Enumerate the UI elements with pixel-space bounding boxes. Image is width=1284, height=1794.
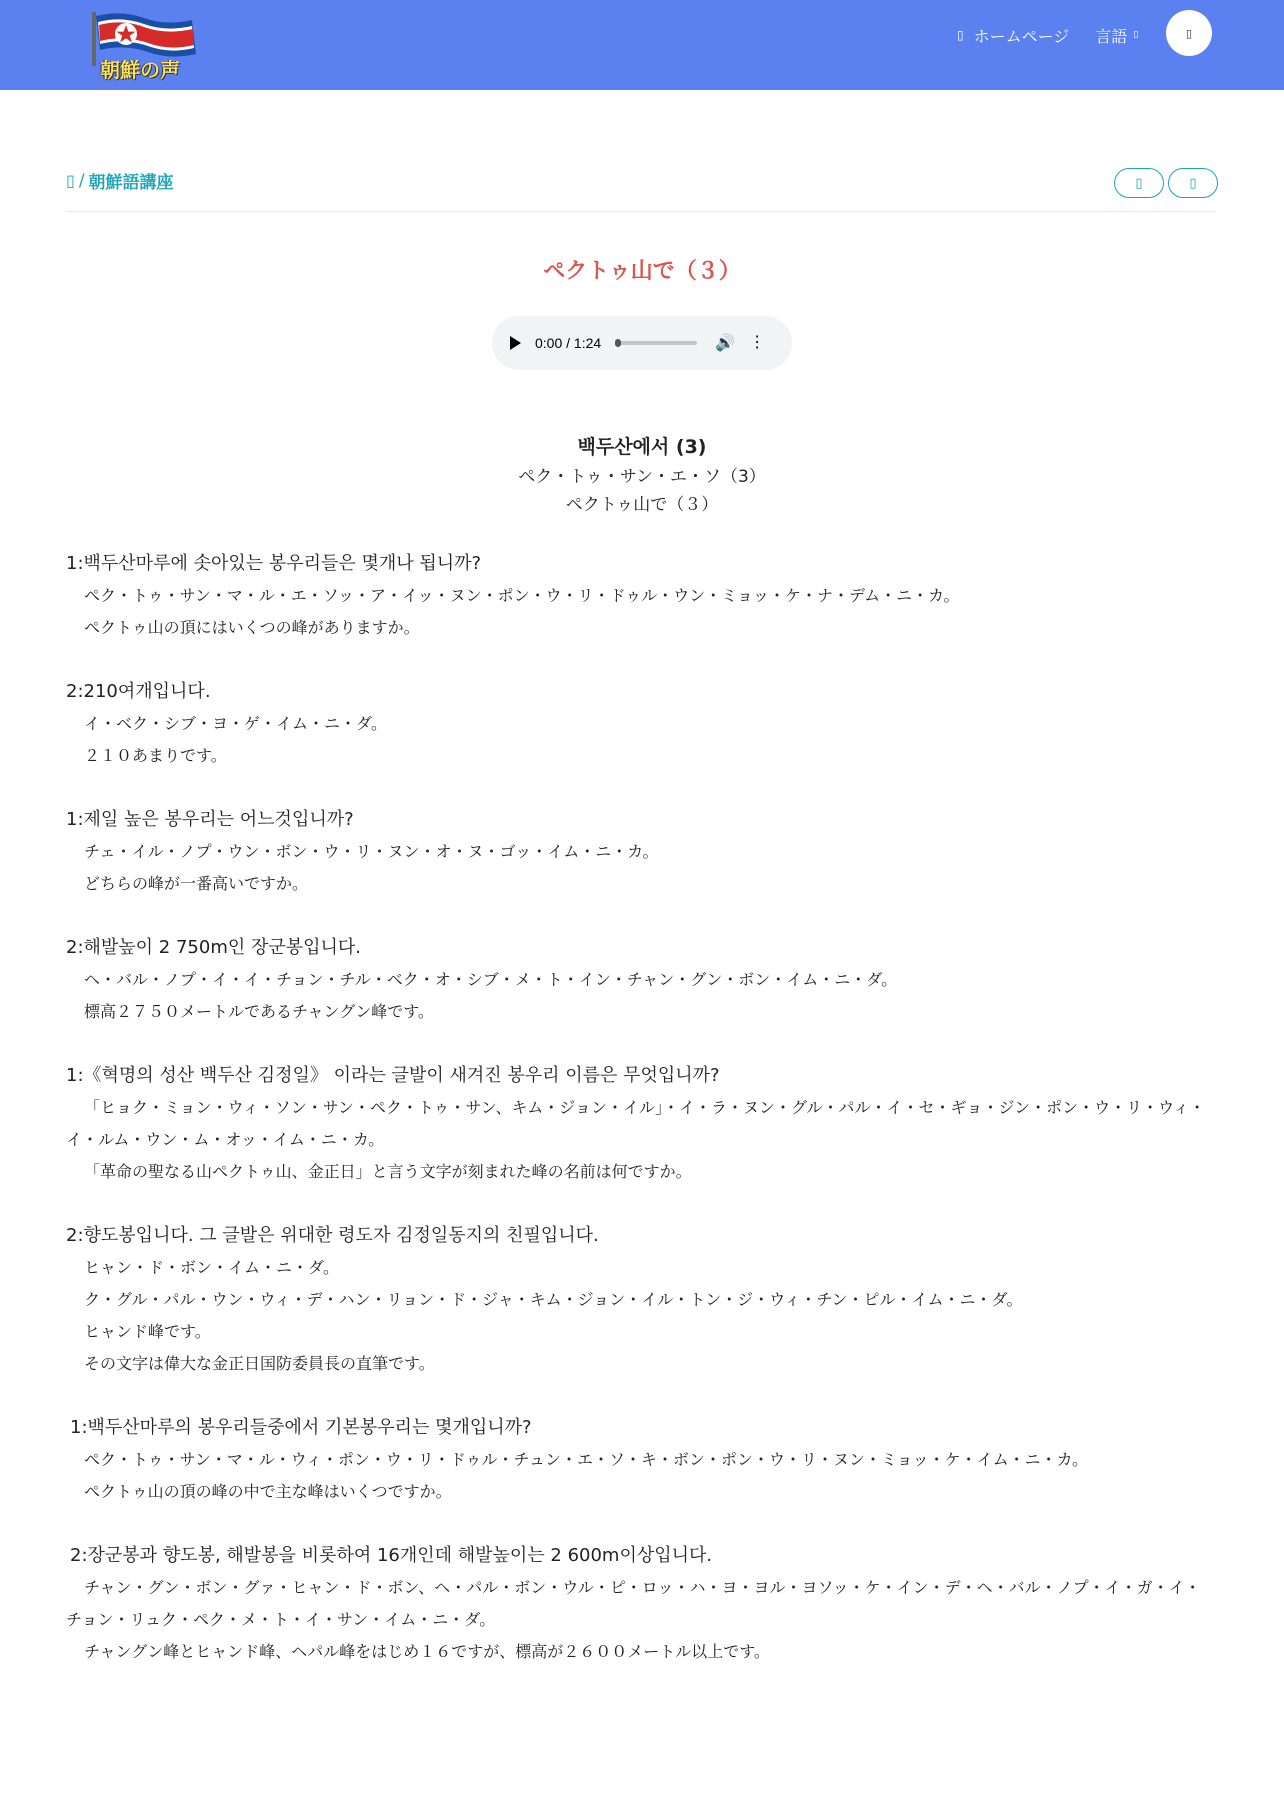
more-options-icon[interactable]: ⋮ [749, 334, 766, 351]
article-title: ペクトゥ山で（３） [543, 259, 741, 284]
translation-line: チャングン峰とヒャンド峰、ヘパル峰をはじめ１６ですが、標高が２６００メートル以上です。 [84, 1642, 770, 1661]
dialog-entry [66, 1060, 1216, 1188]
dialog-entry [66, 676, 1216, 772]
site-logo[interactable] [92, 10, 212, 82]
dialog-entry [66, 1220, 1216, 1380]
reading-line: ペク・トゥ・サン・マ・ル・エ・ソッ・ア・イッ・ヌン・ポン・ウ・リ・ドゥル・ウン・ミョッ・ケ・ナ・デム・ニ・カ。 [84, 586, 960, 605]
reading-line: チャン・グン・ボン・グァ・ヒャン・ド・ボン、ヘ・パル・ボン・ウル・ピ・ロッ・ハ・ヨ・ヨル・ヨソッ・ケ・イン・デ・ヘ・バル・ノプ・イ・ガ・イ・チョン・リュク・ペク・メ・ト・イ・サン・イム・ニ・ダ。 [66, 1578, 1201, 1629]
translation-line: ヒャンド峰です。 [84, 1322, 211, 1341]
home-icon[interactable]: ▯ [66, 171, 75, 190]
audio-player[interactable] [492, 316, 792, 370]
play-icon[interactable] [510, 336, 521, 350]
subheading-korean: 백두산에서 (3) [577, 436, 707, 458]
dialog-entry [66, 1412, 1216, 1508]
lesson-content [66, 548, 1216, 1700]
reading-line: ヒャン・ド・ボン・イム・ニ・ダ。 [84, 1258, 340, 1277]
korean-line: 2:장군봉과 향도봉, 해발봉을 비롯하여 16개인데 해발높이는 2 600m이상입니다. [70, 1545, 713, 1566]
reading-line: イ・ベク・シブ・ヨ・ゲ・イム・ニ・ダ。 [84, 714, 388, 733]
reading-line: ペク・トゥ・サン・マ・ル・ウィ・ポン・ウ・リ・ドゥル・チュン・エ・ソ・キ・ボン・ポン・ウ・リ・ヌン・ミョッ・ケ・イム・ニ・カ。 [84, 1450, 1089, 1469]
volume-icon[interactable]: 🔊 [715, 335, 736, 352]
audio-time: 0:00 / 1:24 [535, 335, 602, 351]
next-article-button[interactable] [1168, 168, 1218, 198]
translation-line: ペクトゥ山の頂にはいくつの峰がありますか。 [84, 618, 420, 637]
translation-line: その文字は偉大な金正日国防委員長の直筆です。 [84, 1354, 435, 1373]
translation-line: 標高２７５０メートルであるチャングン峰です。 [84, 1002, 434, 1021]
korean-line: 1:백두산마루의 봉우리들중에서 기본봉우리는 몇개입니까? [70, 1417, 532, 1438]
breadcrumb-separator: / [78, 170, 85, 191]
nav-links [957, 22, 1138, 48]
home-link[interactable]: ホームページ [973, 26, 1070, 46]
translation-line: ２１０あまりです。 [84, 746, 227, 765]
translation-line: 「革命の聖なる山ペクトゥ山、金正日」と言う文字が刻まれた峰の名前は何ですか。 [84, 1162, 692, 1181]
translation-line: ペクトゥ山の頂の峰の中で主な峰はいくつですか。 [84, 1482, 452, 1501]
korean-line: 2:해발높이 2 750m인 장군봉입니다. [66, 937, 362, 958]
reading-line: ヘ・バル・ノプ・イ・イ・チョン・チル・ベク・オ・シブ・メ・ト・イン・チャン・グン・ボン・イム・ニ・ダ。 [84, 970, 898, 989]
search-icon: ▯ [1185, 26, 1193, 40]
top-navbar [0, 0, 1284, 90]
language-menu[interactable]: 言語 [1095, 26, 1128, 46]
breadcrumb [66, 168, 174, 193]
home-icon: ▯ [957, 28, 964, 42]
chevron-left-icon: ▯ [1135, 175, 1143, 191]
prev-article-button[interactable] [1114, 168, 1164, 198]
subheading-reading: ペク・トゥ・サン・エ・ソ（3） [518, 467, 766, 487]
reading-line: ク・グル・パル・ウン・ウィ・デ・ハン・リョン・ド・ジャ・キム・ジョン・イル・トン・ジ・ウィ・チン・ピル・イム・ニ・ダ。 [84, 1290, 1023, 1309]
audio-progress-slider[interactable] [615, 341, 697, 345]
dialog-entry [66, 932, 1216, 1028]
korean-line: 1:《혁명의 성산 백두산 김정일》 이라는 글발이 새겨진 봉우리 이름은 무엇입니까? [66, 1065, 720, 1086]
dialog-entry [66, 548, 1216, 644]
korean-line: 1:제일 높은 봉우리는 어느것입니까? [66, 809, 354, 830]
korean-line: 2:210여개입니다. [66, 681, 211, 702]
subheading-japanese: ペクトゥ山で（３） [565, 495, 719, 515]
divider [66, 211, 1216, 212]
chevron-right-icon: ▯ [1189, 175, 1197, 191]
reading-line: 「ヒョク・ミョン・ウィ・ソン・サン・ペク・トゥ・サン、キム・ジョン・イル」・イ・ラ・ヌン・グル・パル・イ・セ・ギョ・ジン・ポン・ウ・リ・ウィ・イ・ルム・ウン・ム・オッ・イム・ニ・カ。 [66, 1098, 1206, 1149]
korean-line: 1:백두산마루에 솟아있는 봉우리들은 몇개나 됩니까? [66, 553, 482, 574]
korean-line: 2:향도봉입니다. 그 글발은 위대한 령도자 김정일동지의 친필입니다. [66, 1225, 599, 1246]
logo-text: 朝鮮の声 [100, 58, 180, 82]
breadcrumb-current[interactable]: 朝鮮語講座 [88, 173, 174, 193]
dialog-entry [66, 1540, 1216, 1668]
caret-down-icon: ▯ [1133, 30, 1139, 40]
search-button[interactable] [1166, 10, 1212, 56]
translation-line: どちらの峰が一番高いですか。 [84, 874, 309, 893]
dialog-entry [66, 804, 1216, 900]
reading-line: チェ・イル・ノプ・ウン・ボン・ウ・リ・ヌン・オ・ヌ・ゴッ・イム・ニ・カ。 [84, 842, 659, 861]
